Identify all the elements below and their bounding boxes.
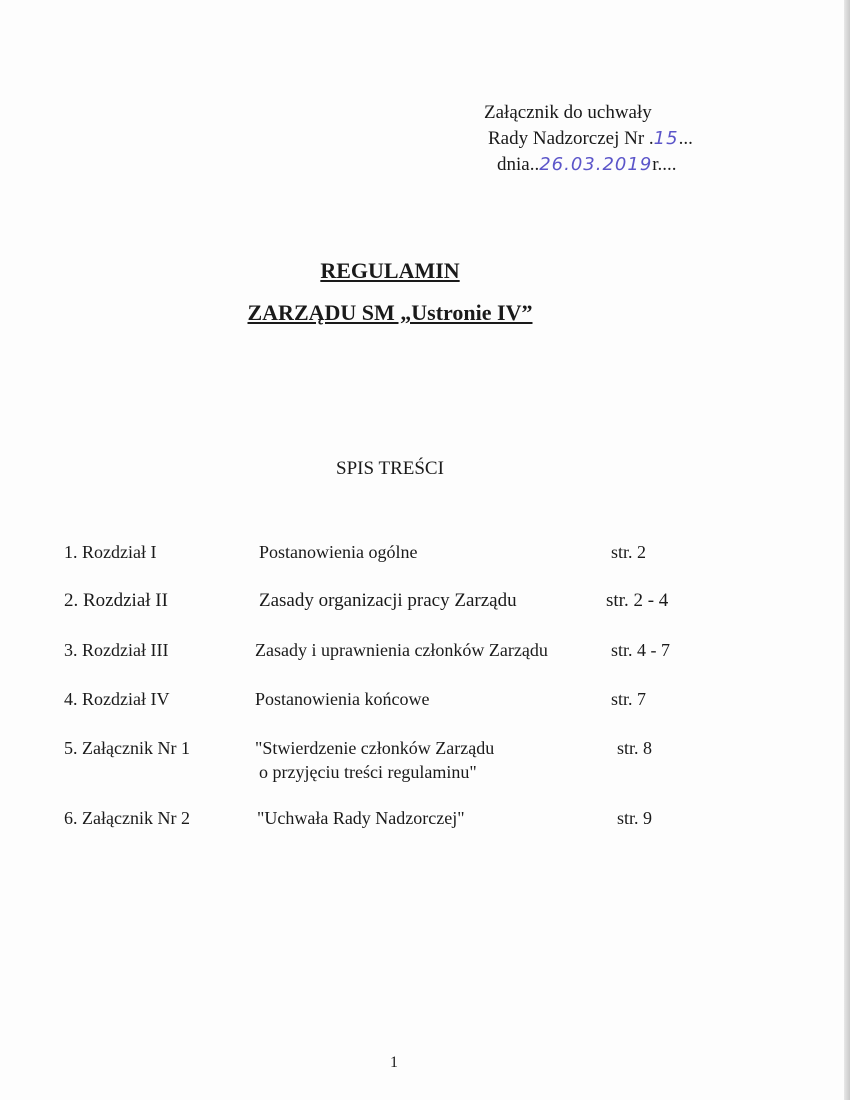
toc-item-title: "Stwierdzenie członków Zarządu xyxy=(255,738,495,758)
toc-item-num: 4. Rozdział IV xyxy=(64,689,170,709)
toc-item-page: str. 7 xyxy=(611,689,647,709)
scan-edge xyxy=(844,0,850,1100)
page-number: 1 xyxy=(390,1054,398,1071)
toc-item-num: 1. Rozdział I xyxy=(64,542,157,562)
toc-item-title: Zasady i uprawnienia członków Zarządu xyxy=(255,640,548,660)
attachment-line-1: Załącznik do uchwały xyxy=(484,102,652,123)
date-handwritten: 26.03.2019 xyxy=(539,154,653,175)
toc-item-num: 3. Rozdział III xyxy=(64,640,169,660)
toc-item-page: str. 8 xyxy=(617,738,653,758)
toc-item-title: Zasady organizacji pracy Zarządu xyxy=(259,590,517,611)
toc-item-num: 2. Rozdział II xyxy=(64,590,168,611)
attachment-line-3 xyxy=(484,152,693,178)
document-title: REGULAMIN xyxy=(320,258,460,283)
toc-item-page: str. 4 - 7 xyxy=(611,640,671,660)
date-dots: r.... xyxy=(652,154,677,175)
toc-item-page: str. 2 xyxy=(611,542,647,562)
toc-item-title: Postanowienia ogólne xyxy=(259,542,418,562)
attachment-note xyxy=(484,100,693,178)
attachment-line-2 xyxy=(484,126,693,152)
resolution-number-label: Rady Nadzorczej Nr . xyxy=(488,128,654,149)
toc-item-title: "Uchwała Rady Nadzorczej" xyxy=(257,808,465,828)
document-subtitle: ZARZĄDU SM „Ustronie IV” xyxy=(247,300,533,325)
resolution-number-handwritten: 15 xyxy=(653,128,679,149)
toc-item-title: Postanowienia końcowe xyxy=(255,689,430,709)
toc-item-num: 6. Załącznik Nr 2 xyxy=(64,808,190,828)
toc-item-page: str. 9 xyxy=(617,808,653,828)
resolution-number-dots: ... xyxy=(678,128,693,149)
toc-heading: SPIS TREŚCI xyxy=(336,458,444,479)
date-label: dnia.. xyxy=(497,154,540,175)
toc-item-num: 5. Załącznik Nr 1 xyxy=(64,738,190,758)
toc-item-page: str. 2 - 4 xyxy=(606,590,669,611)
toc-item-title-line2: o przyjęciu treści regulaminu" xyxy=(259,762,477,782)
